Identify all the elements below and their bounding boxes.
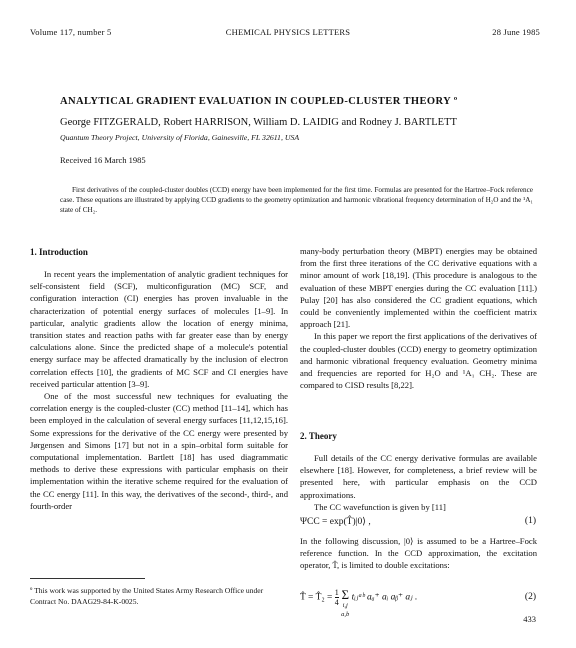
paragraph: In recent years the implementation of analytic gradient techniques for self-consistent field (SCF), multiconfiguration (MC) SCF, and configuration interaction (CI) energies has proven invaluable in the characterization of potential energy surfaces of molecules [1–9]. In particular, analytic gradients allow the location of energy minima, transition states and reaction paths with far greater ease than by energy calculations alone. Since the predicted shape of a molecule's potential energy surface may be affected dramatically by the inclusion of electron correlation effects [10], the gradients of MC SCF and CI energies have received particular attention [3–9]. — [30, 269, 288, 389]
sum-index-ab: a,b — [341, 611, 350, 618]
journal-name: CHEMICAL PHYSICS LETTERS — [225, 27, 351, 37]
section-heading-introduction: 1. Introduction — [30, 247, 88, 257]
article-title: ANALYTICAL GRADIENT EVALUATION IN COUPLED-CLUSTER THEORY º — [60, 96, 458, 107]
summation — [341, 588, 349, 619]
paragraph: The CC wavefunction is given by [11] — [314, 501, 446, 512]
fraction-numerator: 1 — [334, 588, 339, 597]
sigma-symbol: Σ — [341, 587, 350, 602]
equation-2-number: (2) — [524, 592, 536, 602]
volume-label: Volume 117, number 5 — [30, 27, 112, 37]
left-column-body — [30, 268, 288, 512]
paragraph: One of the most successful new techniques for evaluating the correlation energy is the coupled-cluster (CC) method [11–14], which has been employed in the calculation of several energy surfaces [11,12,15,16]. Some expressions for the derivative of the CC energy were presented by Jørgensen and Simons [17] but not in a spin–orbital form suitable for computational implementation. Bartlett [18] has used diagrammatic methods to derive these expressions with particular emphasis on their implementation within the iterative scheme required for the evaluation of the CC energy [11]. In this way, the derivatives of the second-, third-, and fourth-order — [30, 391, 288, 511]
paragraph: Full details of the CC energy derivative formulas are available elsewhere [18]. However, for completeness, a brief review will be presented here, with particular emphasis on the CCD approximations. — [300, 453, 537, 500]
footnote: º This work was supported by the United States Army Research Office under Contract No. DAAG29-84-K-0025. — [30, 586, 264, 606]
discussion-body — [300, 535, 537, 572]
equation-1-number: (1) — [524, 516, 536, 526]
fraction-denominator: 4 — [334, 598, 339, 607]
section-heading-theory: 2. Theory — [300, 431, 337, 441]
paragraph: In the following discussion, |0⟩ is assumed to be a Hartree–Fock reference function. In the CCD approximation, the excitation operator, T̂, is limited to double excitations: — [300, 536, 537, 571]
affiliation: Quantum Theory Project, University of Florida, Gainesville, FL 32611, USA — [60, 133, 300, 142]
equation-2-lhs: T̂ = T̂₂ = — [300, 592, 333, 603]
abstract: First derivatives of the coupled-cluster doubles (CCD) energy have been implemented for the first time. Formulas are presented for the Hartree–Fock reference case. These equations are illustrated by applying CCD gradients to the geometry optimization and harmonic vibrational frequency determination of H₂O and the ¹A₁ state of CH₂. — [60, 186, 533, 214]
received-date: Received 16 March 1985 — [60, 155, 146, 165]
issue-date: 28 June 1985 — [492, 27, 540, 37]
theory-body — [300, 452, 537, 513]
footnote-divider — [30, 578, 145, 579]
author-list: George FITZGERALD, Robert HARRISON, William D. LAIDIG and Rodney J. BARTLETT — [60, 117, 457, 128]
page-number: 433 — [523, 614, 536, 624]
right-column-top — [300, 245, 537, 391]
equation-2 — [300, 588, 417, 619]
paragraph: In this paper we report the first applications of the derivatives of the coupled-cluster doubles (CCD) energy to geometry optimization and harmonic vibrational frequency evaluation. Geometry minima and frequencies are reported for H₂O and ¹A₁ CH₂. These are compared to CISD results [8,22]. — [300, 331, 537, 391]
sum-index-ij: i,j — [342, 602, 348, 609]
fraction — [335, 588, 339, 607]
equation-2-rhs: tᵢⱼᵃᵇ aₐ⁺ aᵢ aᵦ⁺ aⱼ . — [351, 592, 418, 603]
equation-1: ΨCC = exp(T̂)|0⟩ , — [300, 517, 371, 527]
paragraph: many-body perturbation theory (MBPT) energies may be obtained from the first three iterations of the CC derivative equations with a minor amount of work [18,19]. (This procedure is analogous to the evaluation of these MBPT energies during the CC evaluation [11].) Pulay [20] has also considered the CC gradient equations, which could be conveniently implemented within the coefficient matrix approach [21]. — [300, 246, 537, 330]
